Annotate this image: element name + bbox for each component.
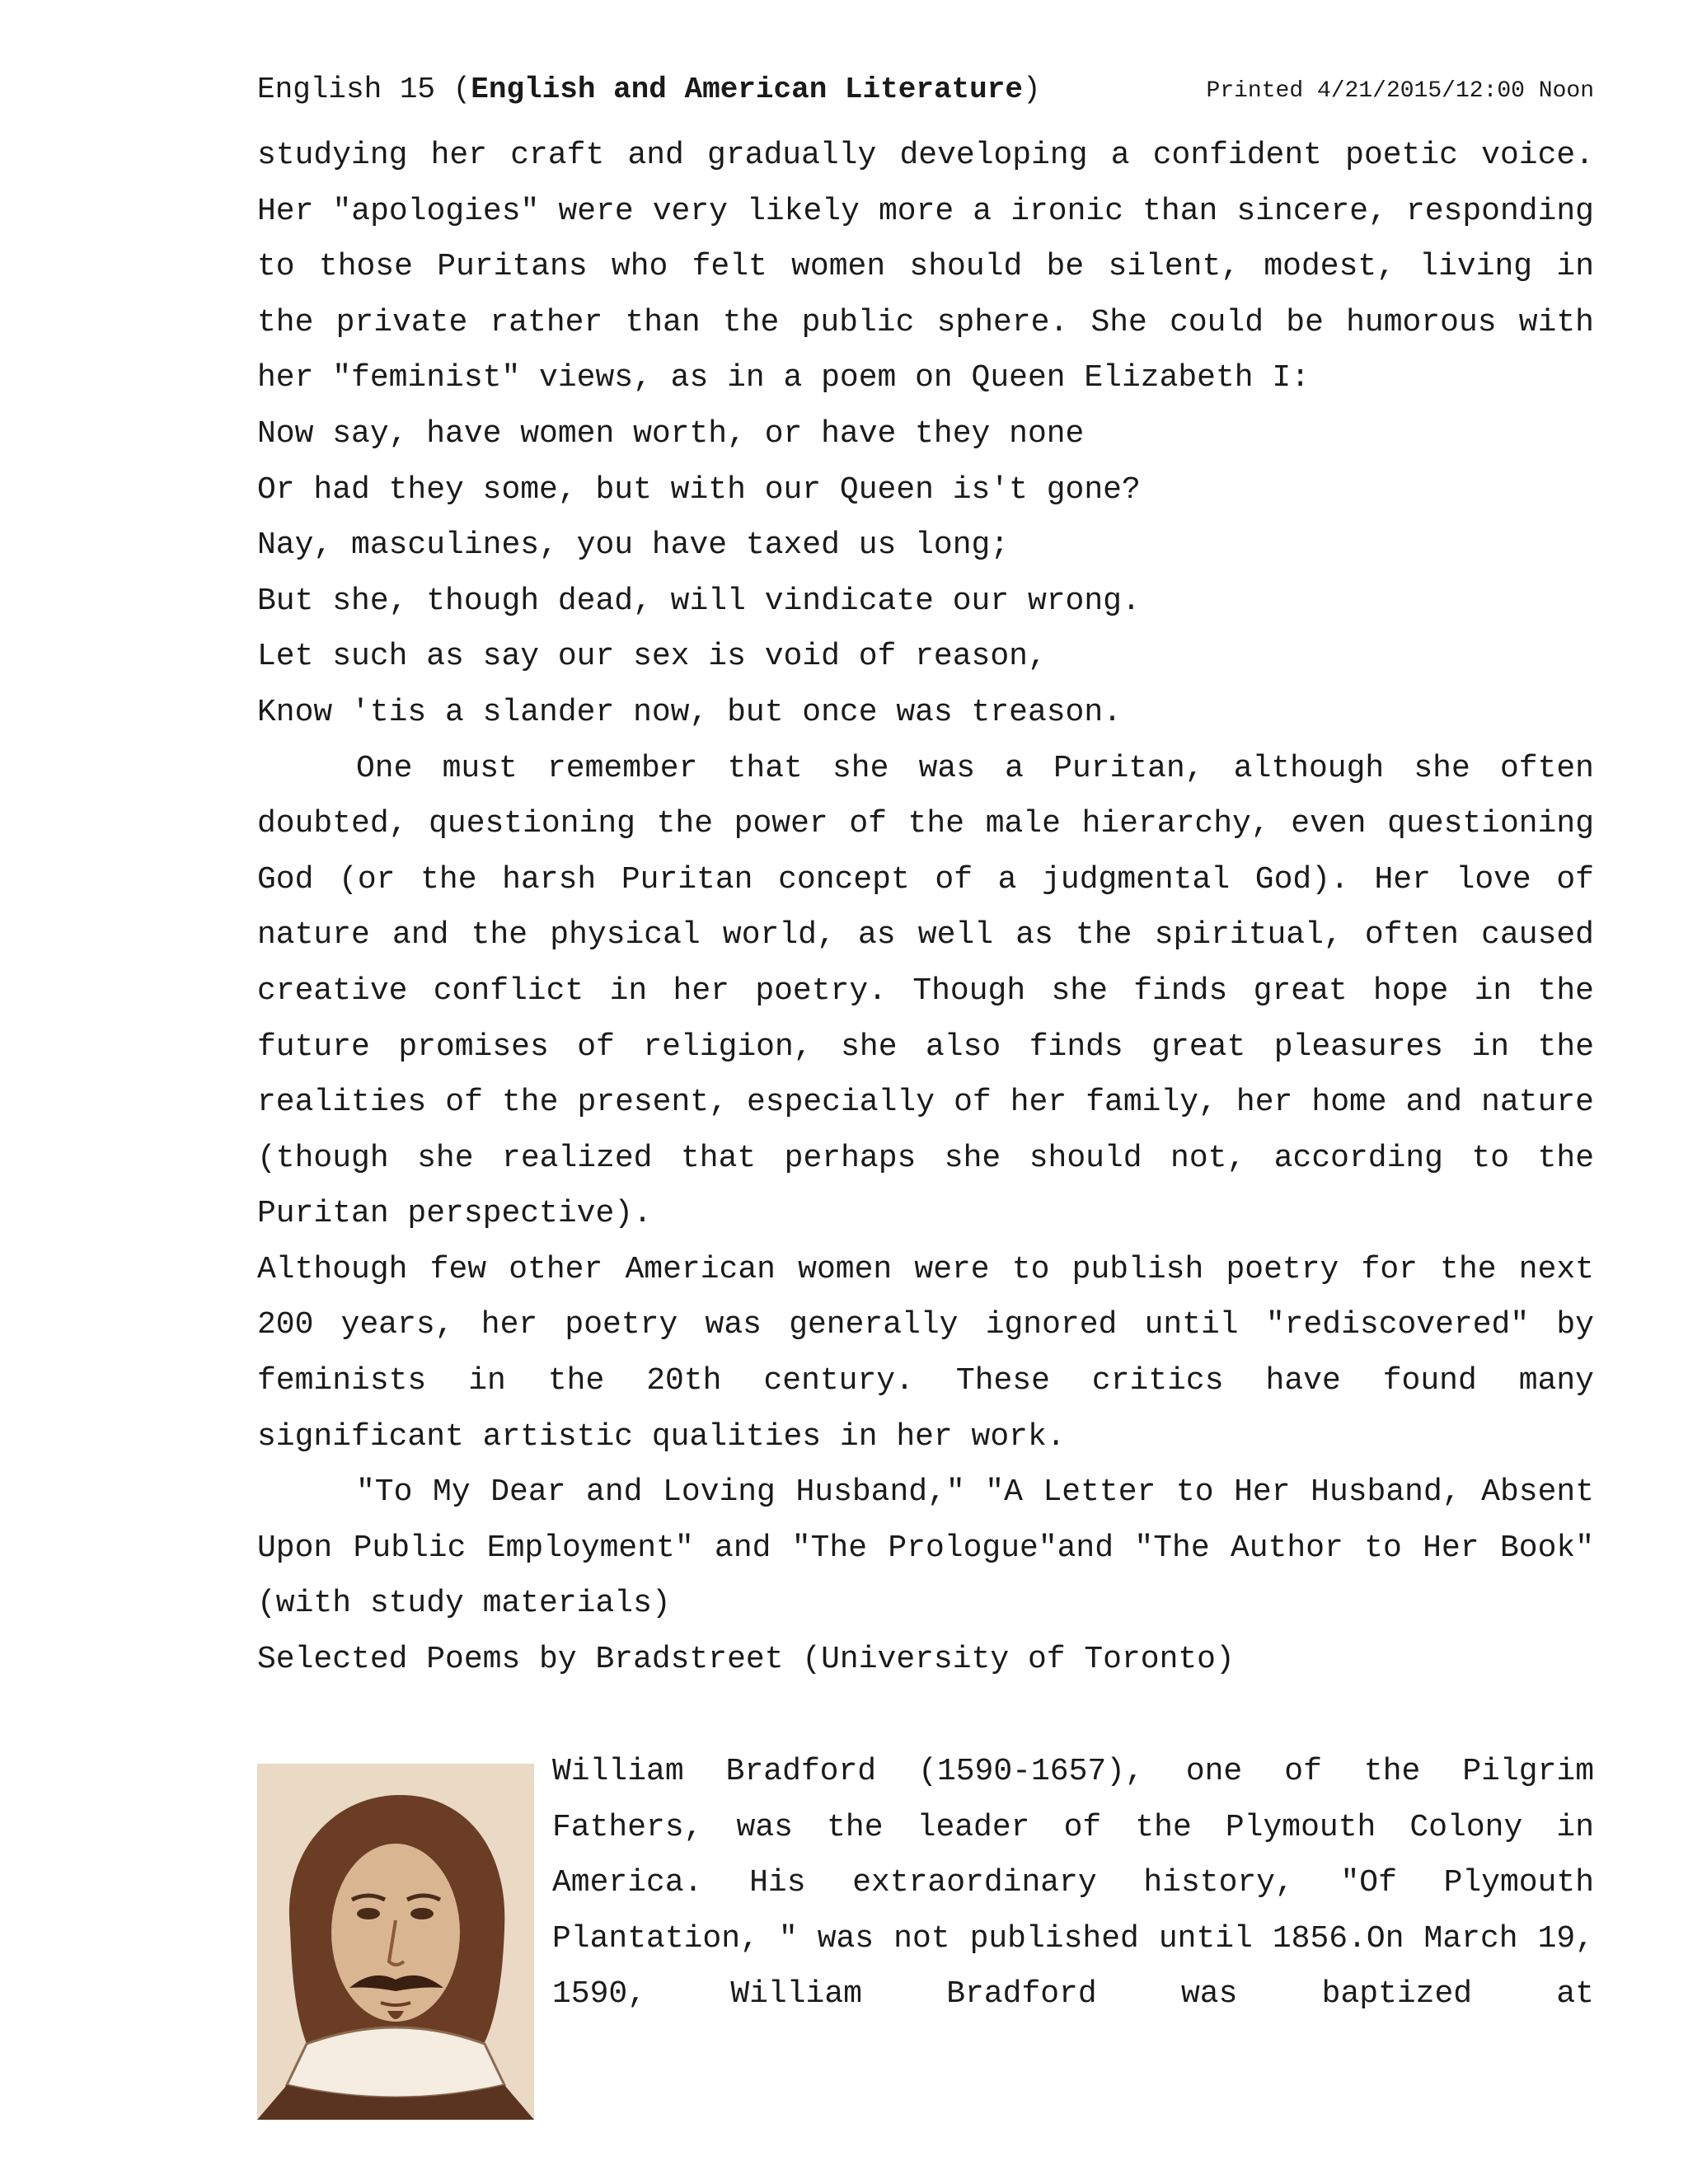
poem-line: Know 'tis a slander now, but once was treason. [257,694,1122,730]
page-header [257,69,1594,110]
poem-line: Or had they some, but with our Queen is't gone? [257,471,1141,508]
bradford-text [552,1744,1594,2022]
portrait-illustration [257,1764,534,2120]
bradford-portrait [257,1764,534,2120]
poem-line: Nay, masculines, you have taxed us long; [257,527,1010,564]
paragraph-puritan: One must remember that she was a Puritan, although she often doubted, questioning the power of the male hierarchy, even questioning God (or the harsh Puritan concept of a judgmental God). Her love of nature and the physical world, as well as the spiritual, often caused creative conflict in her poetry. Though she finds great hope in the future promises of religion, she also finds great pleasures in the realities of the present, especially of her family, her home and nature (though she realized that perhaps she should not, according to the Puritan perspective). [257,750,1594,1232]
paragraph-bradford: William Bradford (1590-1657), one of the Pilgrim Fathers, was the leader of the Plymouth Colony in America. His extraordinary history, "Of Plymouth Plantation, " was not published until 1856.On March 19, 1590, William Bradford was baptized at [552,1754,1594,2013]
poem-line: But she, though dead, will vindicate our wrong. [257,583,1141,619]
document-body [257,128,1594,1688]
printed-date: Printed 4/21/2015/12:00 Noon [1206,78,1594,104]
poem-line: Let such as say our sex is void of reason, [257,639,1047,675]
course-prefix: English 15 ( [257,73,471,106]
poem-line: Now say, have women worth, or have they none [257,415,1085,452]
poem-quote [257,406,1594,741]
paragraph-rediscovered: Although few other American women were to publish poetry for the next 200 years, her poetry was generally ignored until "rediscovered" by feminists in the 20th century. These critics have found many significant artistic qualities in her work. [257,1251,1594,1455]
course-suffix: ) [1022,73,1041,106]
paragraph-bradstreet-voice: studying her craft and gradually developing a confident poetic voice. Her "apologies" were very likely more a ironic than sincere, responding to those Puritans who felt women should be silent, modest, living in the private rather than the public sphere. She could be humorous with her "feminist" views, as in a poem on Queen Elizabeth I: [257,138,1594,396]
course-title: English and American Literature [471,73,1023,106]
link-selected-poems[interactable]: Selected Poems by Bradstreet (University of Toronto) [257,1642,1235,1678]
link-poems-with-study-materials[interactable]: "To My Dear and Loving Husband," "A Letter to Her Husband, Absent Upon Public Employment" and "The Prologue"and "The Author to Her Book"(with study materials) [257,1474,1594,1622]
course-heading [257,69,1041,110]
